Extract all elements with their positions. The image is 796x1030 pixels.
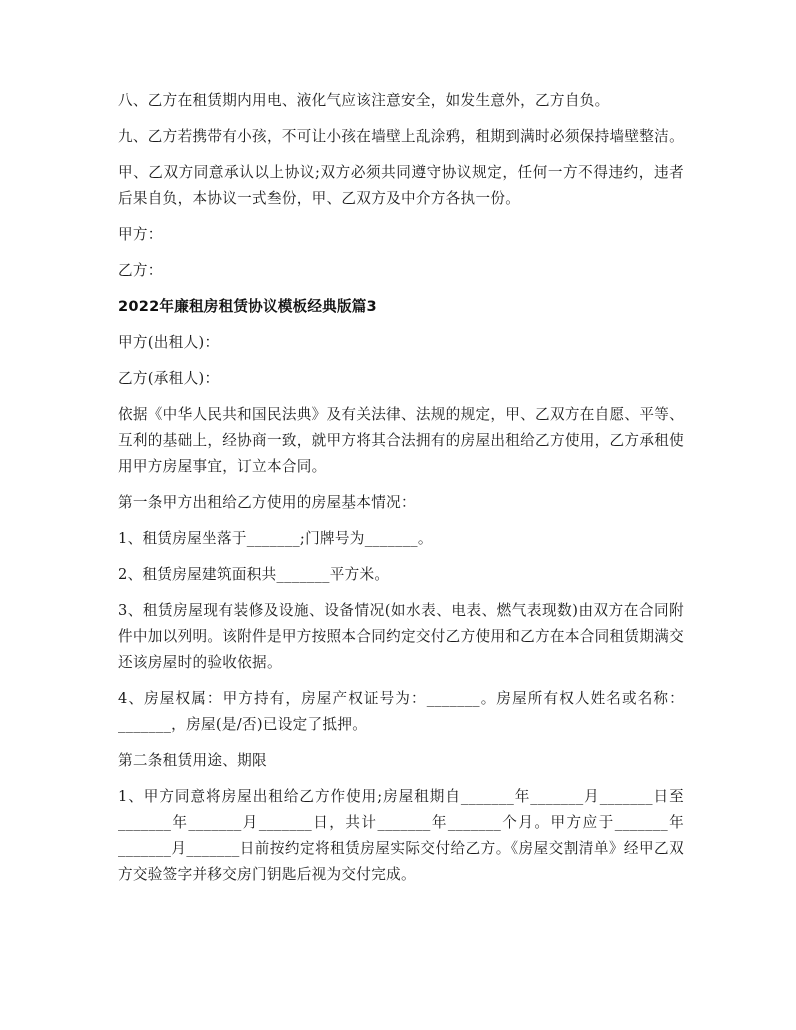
- party-a-lessor: 甲方(出租人)：: [118, 334, 220, 351]
- article-1-title: 第一条甲方出租给乙方使用的房屋基本情况：: [118, 494, 416, 511]
- article-1-item-2: 2、租赁房屋建筑面积共_______平方米。: [118, 566, 390, 583]
- clause-9: 九、乙方若携带有小孩，不可让小孩在墙壁上乱涂鸦，租期到满时必须保持墙壁整洁。: [118, 128, 684, 145]
- article-1-item-1: 1、租赁房屋坐落于_______;门牌号为_______。: [118, 530, 433, 547]
- party-a-signature: 甲方：: [118, 226, 163, 243]
- article-1-item-4: 4、房屋权属：甲方持有，房屋产权证号为：_______。房屋所有权人姓名或名称：_______，房屋(是/否)已设定了抵押。: [118, 690, 684, 733]
- article-2-title: 第二条租赁用途、期限: [118, 752, 267, 769]
- agreement-statement: 甲、乙双方同意承认以上协议;双方必须共同遵守协议规定，任何一方不得违约，违者后果自负，本协议一式叁份，甲、乙双方及中介方各执一份。: [118, 164, 684, 207]
- article-2-item-1: 1、甲方同意将房屋出租给乙方作使用;房屋租期自_______年_______月_______日至_______年_______月_______日，共计_______年_______个月。甲方应于_______年_______月_______日前按约定将租赁房屋实际交付给乙方。《房屋交割清单》经甲乙双方交验签字并移交房门钥匙后视为交付完成。: [118, 788, 684, 883]
- party-b-lessee: 乙方(承租人)：: [118, 370, 220, 387]
- clause-8: 八、乙方在租赁期内用电、液化气应该注意安全，如发生意外，乙方自负。: [118, 92, 610, 109]
- preamble: 依据《中华人民共和国民法典》及有关法律、法规的规定，甲、乙双方在自愿、平等、互利的基础上，经协商一致，就甲方将其合法拥有的房屋出租给乙方使用，乙方承租使用甲方房屋事宜，订立本合同。: [118, 406, 684, 475]
- document-body: [118, 88, 684, 898]
- party-b-signature: 乙方：: [118, 262, 163, 279]
- article-1-item-3: 3、租赁房屋现有装修及设施、设备情况(如水表、电表、燃气表现数)由双方在合同附件中加以列明。该附件是甲方按照本合同约定交付乙方使用和乙方在本合同租赁期满交还该房屋时的验收依据。: [118, 602, 684, 671]
- section-heading: 2022年廉租房租赁协议模板经典版篇3: [118, 298, 377, 315]
